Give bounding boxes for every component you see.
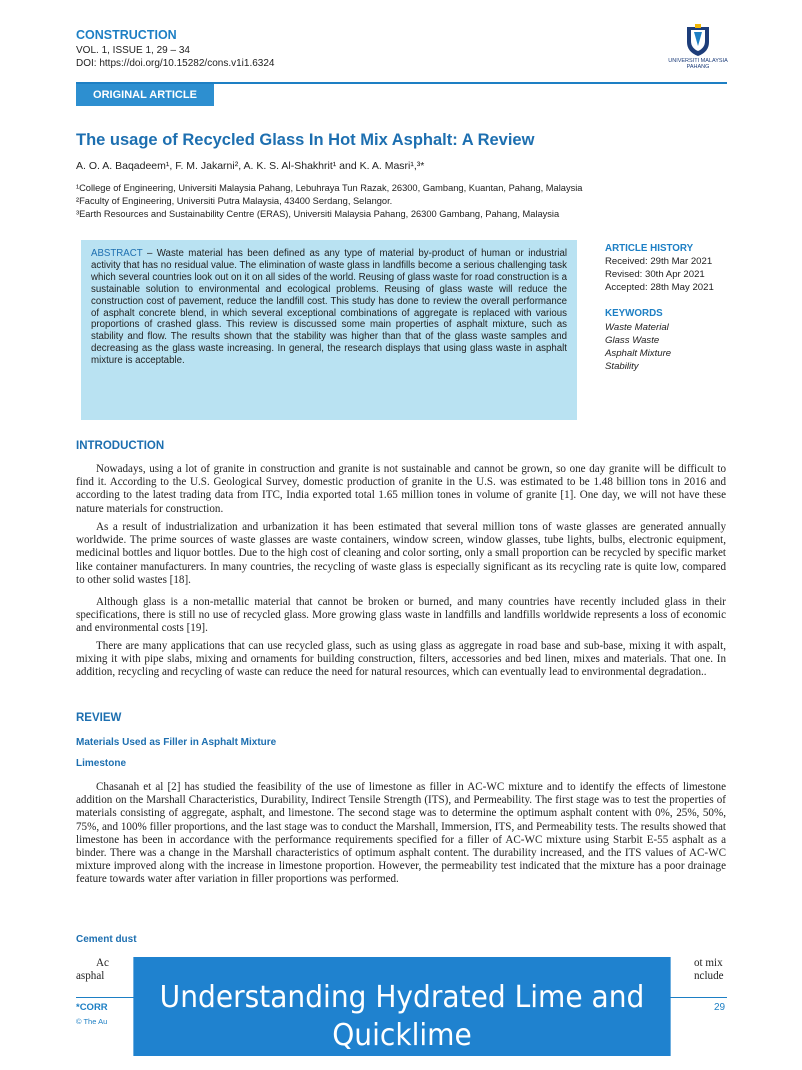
limestone-heading: Limestone [76, 758, 127, 769]
review-heading: REVIEW [76, 712, 122, 724]
intro-paragraph-4: There are many applications that can use recycled glass, such as using glass as aggregate in road base and sub-base, mixing it with aspalt, mixing it with pipe slabs, mixing and ornaments for building construction, filters, accessories and bed linen, mixes and materials. That one. In addition, recycling and recycling of waste can reduce the need for natural resources, which can eventually lead to environmental degradation.. [76, 640, 726, 679]
intro-paragraph-2: As a result of industrialization and urbanization it has been estimated that several million tons of waste glasses are generated annually worldwide. The prime sources of waste glasses are waste containers, window screen, window glasses, tube lights, bulbs, electronic equipment, medicinal bottles and liquor bottles. Due to the high cost of cleaning and color sorting, only a small proportion can be recycled by specific market like container manufacturers. In many countries, the recycling of waste glass is especially significant as its recycling rate is quite low, compared to other solid wastes [18]. [76, 521, 726, 586]
intro-paragraph-1: Nowadays, using a lot of granite in construction and granite is not sustainable and cannot be grown, so one day granite will be difficult to find it. According to the U.S. Geological Survey, domestic production of granite in the U.S. was estimated to be 1.48 billion tons in 2016 and according to the latest trading data from ITC, India exported total 1.65 million tones in volume of granite [1]. One day, we will not have these nature materials for construction. [76, 463, 726, 515]
introduction-heading: INTRODUCTION [76, 440, 165, 452]
abstract-text: – Waste material has been defined as any type of material by-product of human or industrial activity that has no residual value. The elimination of waste glass in landfills become a serious challenging task which several countries look out on it on all sides of the world. Reusing of glass waste for road construction is a sustainable solution to environmental and ecological problems. Reusing of glass waste will reduce the construction cost of pavement, reduce the landfill cost. This study has done to review the overall performance of asphalt concrete blend, in which several exceptional combinations of aggregate is replaced with various proportions of crashed glass. This review is discussed some main properties of asphalt mixture, such as stability and flow. The results shown that the stability was higher than that of the glass waste samples and decreasing as the glass waste increasing. In general, the research displays that using glass waste in asphalt mixture is acceptable. [91, 248, 568, 367]
article-history-heading: ARTICLE HISTORY [605, 243, 694, 254]
page-number: 29 [714, 1002, 726, 1013]
filler-subheading: Materials Used as Filler in Asphalt Mixture [76, 737, 277, 748]
keyword-list [605, 321, 671, 373]
author-list: A. O. A. Baqadeem¹, F. M. Jakarni², A. K. S. Al-Shakhrit¹ and K. A. Masri¹,³* [76, 160, 425, 172]
affiliation-2: ²Faculty of Engineering, Universiti Putra Malaysia, 43400 Serdang, Selangor. [76, 196, 393, 206]
overlay-caption: Understanding Hydrated Lime and Quicklime [133, 957, 670, 1056]
doi-link[interactable]: DOI: https://doi.org/10.15282/cons.v1i1.6324 [76, 58, 275, 69]
limestone-paragraph: Chasanah et al [2] has studied the feasibility of the use of limestone as filler in AC-WC mixture and to identify the effects of limestone addition on the Marshall Characteristics, Durability, Indirect Tensile Strength (ITS), and Permeability. The first stage was to test the properties of materials consisting of aggregate, asphalt, and limestone. The second stage was to determine the optimum asphalt content with 0%, 25%, 50%, 75%, and 100% filler proportions, and the last stage was to conduct the Marshall, Immersion, ITS, and Permeability tests. The results showed that limestone has been in accordance with the performance requirements specified for a filler of AC-WC mixture using Starbit E-55 asphalt as a binder. There was a change in the Marshall characteristics of optimum asphalt content. The durability increased, and the ITS values of AC-WC mixture improved along with the increase in limestone proportion. However, the permeability test indicated that the mixture has a poor drainage feature towards water after variation in filler proportions was performed. [76, 781, 726, 886]
abstract-box [81, 240, 577, 420]
shield-icon [668, 24, 728, 58]
abstract-label: ABSTRACT [91, 248, 143, 259]
keyword-item: Asphalt Mixture [605, 348, 672, 359]
university-logo [668, 24, 728, 72]
keyword-item: Stability [605, 361, 639, 372]
corresponding-author-label: *CORR [76, 1002, 108, 1013]
journal-name: CONSTRUCTION [76, 28, 177, 42]
cement-dust-heading: Cement dust [76, 934, 137, 945]
intro-paragraph-3: Although glass is a non-metallic material that cannot be broken or burned, and many countries have recently included glass in their specifications, there is still no use of recycled glass. More growing glass waste in landfills and landfills worldwide represents a loss of economic and environmental costs [19]. [76, 596, 726, 635]
keyword-item: Waste Material [605, 322, 669, 333]
revised-date: Revised: 30th Apr 2021 [605, 269, 705, 280]
cement-text-fragment: Ac [96, 957, 109, 969]
received-date: Received: 29th Mar 2021 [605, 256, 713, 267]
accepted-date: Accepted: 28th May 2021 [605, 282, 714, 293]
copyright-note: © The Au [76, 1017, 108, 1026]
cement-text-fragment: asphal [76, 970, 105, 982]
logo-caption: UNIVERSITI MALAYSIA PAHANG [668, 58, 728, 70]
keyword-item: Glass Waste [605, 335, 660, 346]
volume-info: VOL. 1, ISSUE 1, 29 – 34 [76, 45, 190, 56]
paper-title: The usage of Recycled Glass In Hot Mix Asphalt: A Review [76, 131, 535, 149]
cement-text-fragment: nclude [694, 970, 724, 982]
affiliation-1: ¹College of Engineering, Universiti Malaysia Pahang, Lebuhraya Tun Razak, 26300, Gambang, Kuantan, Pahang, Malaysia [76, 183, 583, 193]
affiliation-3: ³Earth Resources and Sustainability Centre (ERAS), Universiti Malaysia Pahang, 26300 Gambang, Pahang, Malaysia [76, 209, 560, 219]
keywords-heading: KEYWORDS [605, 308, 663, 319]
cement-text-fragment: ot mix [694, 957, 723, 969]
article-type-label: ORIGINAL ARTICLE [76, 84, 214, 106]
